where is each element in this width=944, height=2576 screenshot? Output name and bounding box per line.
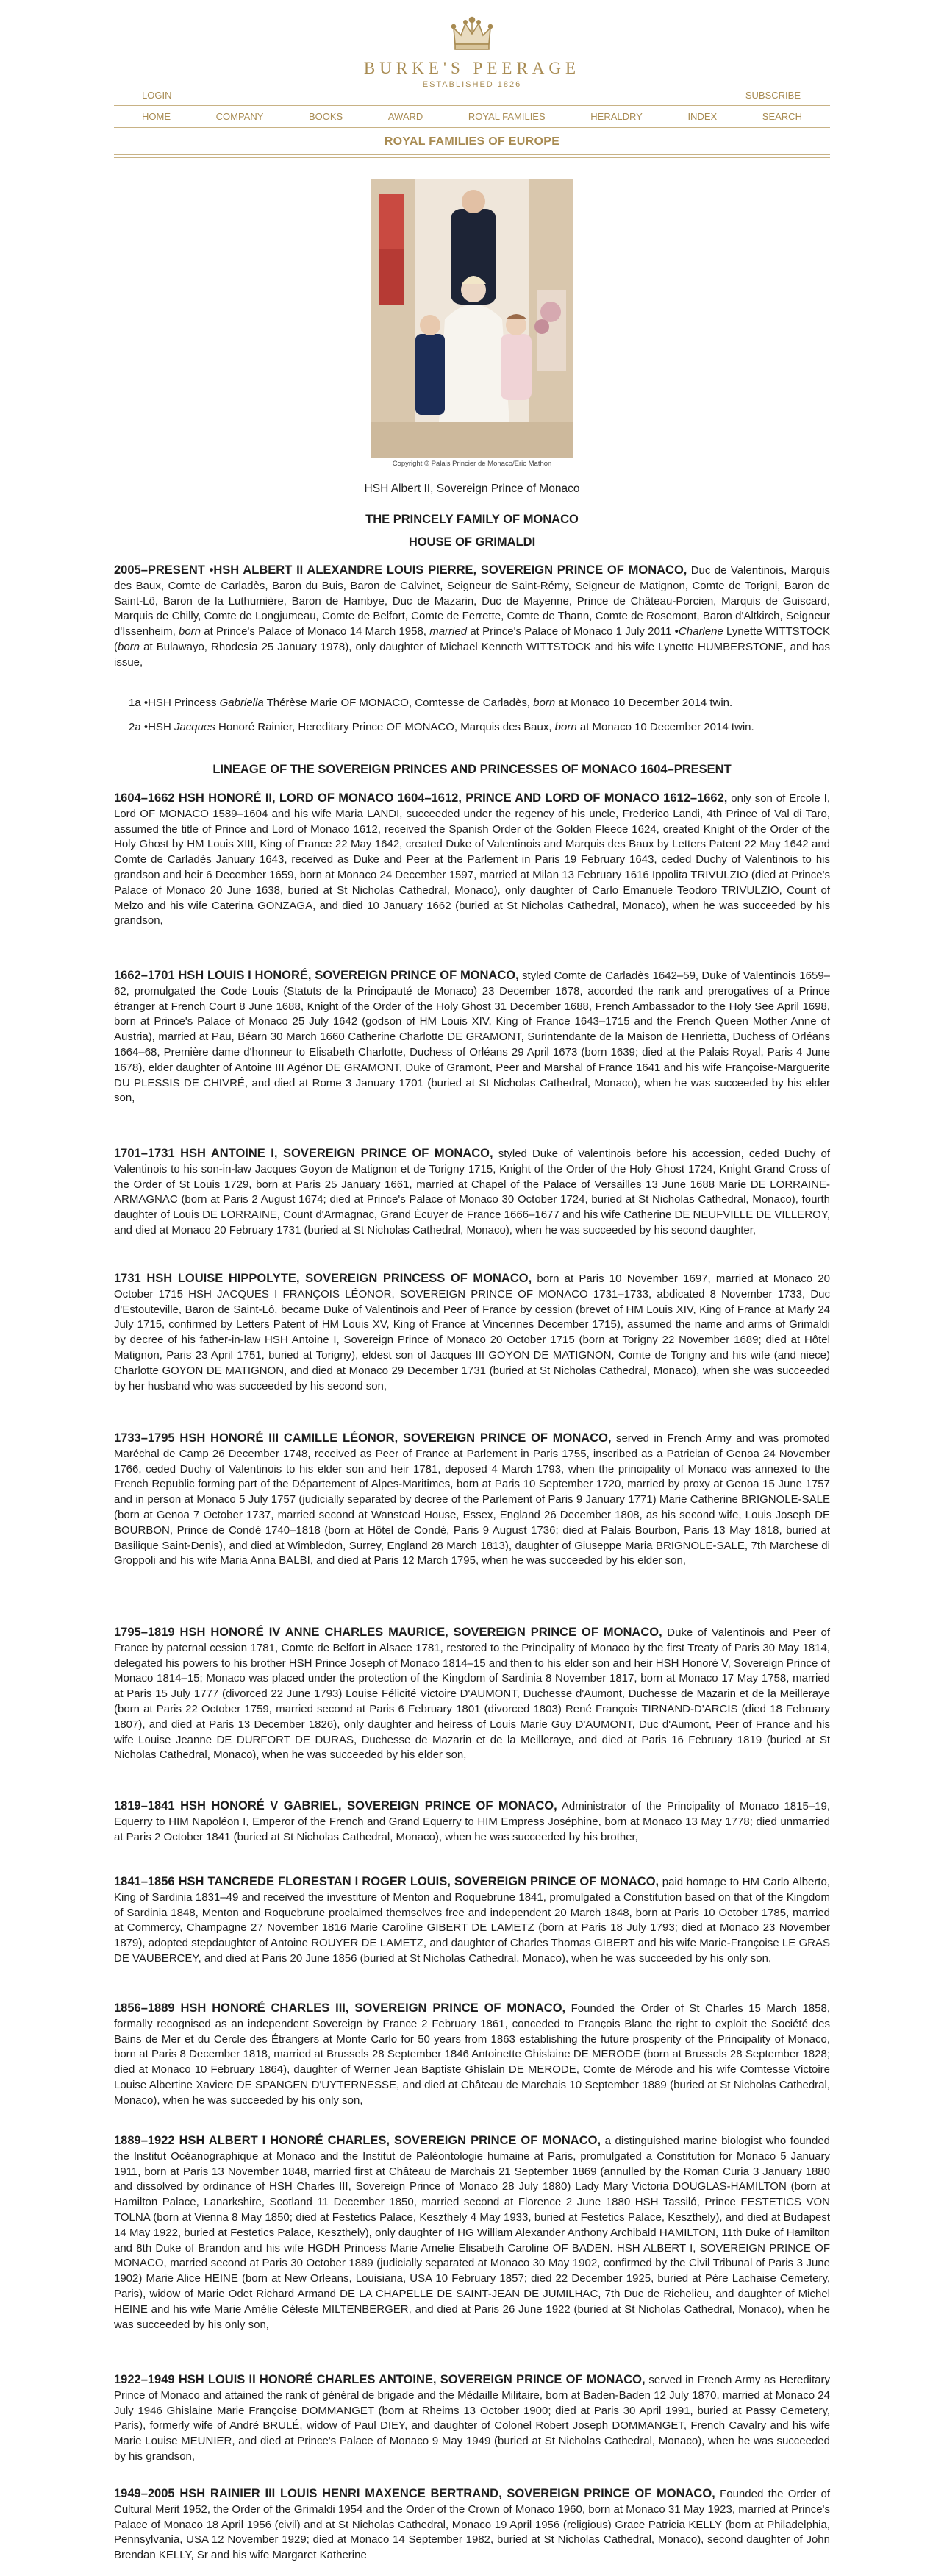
issue-text: Jacques — [174, 721, 215, 733]
entry-heading: 1819–1841 HSH HONORÉ V GABRIEL, SOVEREIGN PRINCE OF MONACO, — [114, 1799, 557, 1812]
entry-text: served in French Army and was promoted Maréchal de Camp 26 December 1748, received as Peer of France at Parlement in Paris 1755, inscribed as a Patrician of Genoa 24 November 1766, ceded Duchy of Valentinois to his elder son and heir 1781, deposed 4 March 1793, when the principality of Monaco was annexed to the French Republic forming part of the Département of Alpes-Maritimes, born at Paris 10 September 1720, married by proxy at Genoa 15 June 1757 and in person at Monaco 5 July 1757 (judicially separated by decree of the Parlement of Paris 9 January 1771) Marie Catherine BRIGNOLE-SALE (born at Genoa 7 October 1737, married second at Wanstead House, Essex, England 26 December 1808, as his second wife, Louis Joseph DE BOURBON, Prince de Condé 1740–1818 (born at Hôtel de Condé, Paris 9 August 1736; died at Palais Bourbon, Paris 13 May 1818, buried at Basilique Saint-Denis), and died at Wimbledon, Surrey, England 28 March 1813), daughter of Giuseppe Maria BRIGNOLE-SALE, 7th Marchese di Groppoli and his wife Maria Anna BALBI, and died at Paris 12 March 1795, when he was succeeded by his elder son, — [114, 1432, 830, 1568]
lineage-entry — [114, 2372, 830, 2465]
issue-item — [129, 696, 830, 711]
current-sovereign-entry — [114, 563, 830, 671]
nav-top-divider — [114, 105, 830, 106]
section-divider-1 — [114, 154, 830, 155]
entry-heading: 1701–1731 HSH ANTOINE I, SOVEREIGN PRINCE OF MONACO, — [114, 1147, 493, 1160]
lineage-entry — [114, 1146, 830, 1239]
nav-royal-families[interactable]: ROYAL FAMILIES — [468, 111, 546, 122]
issue-text: Gabriella — [219, 697, 264, 709]
lineage-entry — [114, 2001, 830, 2109]
entry-text: paid homage to HM Carlo Alberto, King of Sardinia 1831–49 and received the investiture of Menton and Roquebrune 1841, promulgated a Constitution based on that of the Kingdom of Sardinia 1848, Menton and Roquebrune proclaimed themselves free and independent 20 March 1848, born at Paris 10 October 1785, married at Commercy, Champagne 27 November 1816 Marie Caroline GIBERT DE LAMETZ (born at Paris 18 July 1793; died at Monaco 23 November 1879), adopted stepdaughter of Antoine ROUYER DE LAMETZ, and daughter of Charles Thomas GIBERT and his wife Marie-Françoise LE GRAS DE VAUBERCEY, and died at Paris 20 June 1856 (buried at St Nicholas Cathedral, Monaco), when he was succeeded by his only son, — [114, 1876, 831, 1965]
house-heading: HOUSE OF GRIMALDI — [408, 536, 536, 549]
entry-heading: 1731 HSH LOUISE HIPPOLYTE, SOVEREIGN PRINCESS OF MONACO, — [114, 1272, 532, 1285]
issue-text: Honoré Rainier, Hereditary Prince OF MONACO, Marquis des Baux, — [215, 721, 555, 733]
entry-heading: 1604–1662 HSH HONORÉ II, LORD OF MONACO 1604–1612, PRINCE AND LORD OF MONACO 1612–1662, — [114, 791, 728, 805]
entry-text: styled Duke of Valentinois before his accession, ceded Duchy of Valentinois to his son-in-law Jacques Goyon de Matignon et de Torigny 1715, Knight of the Order of the Holy Ghost 1724, Knight Grand Cross of the Order of St Louis 1729, born at Paris 25 January 1661, married at Chapel of the Palace of Versailles 13 June 1688 Marie DE LORRAINE-ARMAGNAC (born at Paris 2 August 1674; died at Prince's Palace of Monaco 30 October 1724, buried at St Nicholas Cathedral, Monaco), fourth daughter of Louis DE LORRAINE, Count d'Armagnac, Grand Écuyer de France 1666–1677 and his wife Catherine DE NEUFVILLE DE VILLEROY, and died at Monaco 20 February 1731 (buried at St Nicholas Cathedral, Monaco), when he was succeeded by his second daughter, — [114, 1148, 830, 1237]
entry-heading: 1841–1856 HSH TANCREDE FLORESTAN I ROGER LOUIS, SOVEREIGN PRINCE OF MONACO, — [114, 1875, 659, 1888]
entry-heading: 1733–1795 HSH HONORÉ III CAMILLE LÉONOR, SOVEREIGN PRINCE OF MONACO, — [114, 1431, 612, 1445]
established-tagline: ESTABLISHED 1826 — [422, 80, 522, 89]
issue-text: at Monaco 10 December 2014 twin. — [555, 697, 733, 709]
section-divider-2 — [114, 157, 830, 158]
entry-text: at Prince's Palace of Monaco 1 July 2011 • — [467, 625, 679, 638]
entry-heading: 1949–2005 HSH RAINIER III LOUIS HENRI MAXENCE BERTRAND, SOVEREIGN PRINCE OF MONACO, — [114, 2487, 715, 2500]
utility-bar — [114, 88, 830, 103]
issue-text: 1a •HSH Princess — [129, 697, 220, 709]
entry-text: only son of Ercole I, Lord OF MONACO 1589–1604 and his wife Maria LANDI, succeeded under the regency of his uncle, Frederico Landi, 4th Prince of Val di Taro, assumed the title of Prince and Lord of Monaco 1612, received the Spanish Order of the Golden Fleece 1624, created Knight of the Order of the Holy Ghost by HM Louis XIII, King of France 22 May 1642, created Duke of Valentinois and Marquis des Baux by Letters Patent 22 May 1642 and Comte de Carladès January 1643, received as Duke and Peer at the Parlement in Paris 19 February 1643, ceded Duchy of Valentinois to his grandson and heir 6 December 1659, born at Monaco 24 December 1597, married at Milan 13 February 1616 Ippolita TRIVULZIO (died at Prince's Palace of Monaco 20 June 1638, buried at St Nicholas Cathedral, Monaco), only daughter of Carlo Emanuele Teodoro TRIVULZIO, Count of Melzo and his wife Caterina GONZAGA, and died 10 January 1662 (buried at St Nicholas Cathedral, Monaco), when he was succeeded by his grandson, — [114, 792, 830, 928]
photo-credit: Copyright © Palais Princier de Monaco/Eric Mathon — [392, 460, 552, 468]
login-link[interactable]: LOGIN — [142, 90, 172, 101]
lineage-entry — [114, 2486, 830, 2563]
nav-heraldry[interactable]: HERALDRY — [590, 111, 643, 122]
entry-text: Founded the Order of St Charles 15 March 1858, formally recognised as an independent Sovereign by France 2 February 1861, conceded to François Blanc the right to exploit the Société des Bains de Mer et du Cercle des Étrangers at Monte Carlo for 50 years from 1863 establishing the future prosperity of the Principality of Monaco, born at Paris 8 December 1818, married at Brussels 28 September 1846 Antoinette Ghislaine DE MERODE (born at Brussels 28 September 1828; died at Monaco 10 February 1864), daughter of Werner Jean Baptiste Ghislain DE MERODE, Comte de Mérode and his wife Comtesse Victoire Louise Albertine Xaviere DE SPANGEN D'UYTERNESSE, and died at Château de Marchais 10 September 1889 (buried at St Nicholas Cathedral, Monaco), when he was succeeded by his only son, — [114, 2002, 831, 2107]
entry-heading: 1795–1819 HSH HONORÉ IV ANNE CHARLES MAURICE, SOVEREIGN PRINCE OF MONACO, — [114, 1626, 662, 1639]
entry-text: at Bulawayo, Rhodesia 25 January 1978), only daughter of Michael Kenneth WITTSTOCK and his wife Lynette HUMBERSTONE, and has issue, — [114, 640, 830, 669]
nav-award[interactable]: AWARD — [387, 111, 423, 122]
issue-text: Thérèse Marie OF MONACO, Comtesse de Carladès, — [263, 697, 534, 709]
main-nav — [114, 108, 830, 126]
entry-text: Founded the Order of Cultural Merit 1952, the Order of the Grimaldi 1954 and the Order of the Crown of Monaco 1960, born at Monaco 31 May 1923, married at Prince's Palace of Monaco 18 April 1956 (civil) and at St Nicholas Cathedral, Monaco 19 April 1956 (religious) Grace Patricia KELLY (born at Philadelphia, Pennsylvania, USA 12 November 1929; died at Monaco 14 September 1982, buried at St Nicholas Cathedral, Monaco), second daughter of John Brendan KELLY, Sr and his wife Margaret Katherine — [114, 2488, 830, 2562]
lineage-entry — [114, 1271, 830, 1394]
lineage-entry — [114, 1798, 830, 1845]
entry-text: born — [118, 640, 140, 653]
entry-text: Duc de Valentinois, Marquis des Baux, Comte de Carladès, Baron du Buis, Baron de Calvinet, Seigneur de Saint-Rémy, Seigneur de Matignon, Comte de Torigni, Baron de Saint-Lô, Baron de la Luthumière, Baron de Hambye, Duc de Mazarin, Duc de Mayenne, Prince de Château-Porcien, Marquis de Guiscard, Marquis de Chilly, Comte de Longjumeau, Comte de Belfort, Comte de Ferrette, Comte de Thann, Comte de Rosemont, Baron d'Altkirch, Seigneur d'Issenheim, — [114, 564, 830, 638]
nav-index[interactable]: INDEX — [687, 111, 718, 122]
nav-books[interactable]: BOOKS — [308, 111, 343, 122]
entry-text: styled Comte de Carladès 1642–59, Duke of Valentinois 1659–62, promulgated the Code Louis (Statuts de la Principauté de Monaco) 23 December 1678, accorded the rank and prerogatives of a Prince étranger at French Court 8 June 1688, Knight of the Order of the Holy Ghost 31 December 1688, French Ambassador to the Holy See April 1698, born at Prince's Palace of Monaco 25 July 1642 (godson of HM Louis XIV, King of France 1643–1715 and the French Queen Mother Anne of Austria), married at Pau, Béarn 30 March 1660 Catherine Charlotte DE GRAMONT, Surintendante de la Maison de Henrietta, Duchess of Orléans 1664–68, Première dame d'honneur to Elisabeth Charlotte, Duchess of Orléans 29 April 1673 (born 1639; died at the Palais Royal, Paris 4 June 1678), elder daughter of Antoine III Agénor DE GRAMONT, Duke of Gramont, Peer and Marshal of France 1641 and his wife Françoise-Marguerite DU PLESSIS DE CHIVRÉ, and died at Rome 3 January 1701 (buried at St Nicholas Cathedral, Monaco), when he was succeeded by his elder son, — [114, 969, 830, 1105]
entry-text: Lynette WITTSTOCK ( — [114, 625, 830, 653]
entry-text: Administrator of the Principality of Monaco 1815–19, Equerry to HIM Napoléon I, Emperor of the French and Grand Equerry to HIM Empress Joséphine, born at Monaco 13 May 1778; died unmarried at Paris 2 October 1841 (buried at St Nicholas Cathedral, Monaco), when he was succeeded by his brother, — [114, 1800, 830, 1843]
entry-heading: 1856–1889 HSH HONORÉ CHARLES III, SOVEREIGN PRINCE OF MONACO, — [114, 2002, 566, 2015]
family-heading: THE PRINCELY FAMILY OF MONACO — [365, 513, 579, 526]
lineage-entry — [114, 1431, 830, 1569]
nav-bottom-divider — [114, 127, 830, 128]
entry-text: married — [429, 625, 468, 638]
nav-home[interactable]: HOME — [142, 111, 171, 122]
issue-item — [129, 720, 830, 736]
lineage-entry — [114, 968, 830, 1106]
entry-text: Duke of Valentinois and Peer of France by paternal cession 1781, Comte de Belfort in Alsace 1781, restored to the Principality of Monaco by the first Treaty of Paris 30 May 1814, delegated his powers to his brother HSH Prince Joseph of Monaco 1814–15 and then to his elder son and heir HSH Honoré V, Sovereign Prince of Monaco 1814–15; Monaco was placed under the protection of the Kingdom of Sardinia 8 November 1817, born at Monaco 17 May 1758, married at Paris 15 July 1777 (divorced 22 June 1793) Louise Félicité Victoire D'AUMONT, Duchesse d'Aumont, Duchesse de Mazarin et de la Meilleraye (born at Paris 22 October 1759, married second at Paris 6 February 1801 (divorced 1803) René François TIRNAND-D'ARCIS (died 18 February 1807), and died at Paris 13 December 1826), only daughter and heiress of Louis Marie Guy D'AUMONT, Duc d'Aumont, Peer of France and his wife Louise Jeanne DE DURFORT DE DURAS, Duchesse de Mazarin et de la Meilleraye, and died at Paris 16 February 1819 (buried at St Nicholas Cathedral, Monaco), when he was succeeded by his elder son, — [114, 1626, 830, 1762]
entry-text: served in French Army as Hereditary Prince of Monaco and attained the rank of général de brigade and the Médaille Militaire, born at Baden-Baden 12 July 1870, married at Monaco 24 July 1946 Ghislaine Marie Françoise DOMMANGET (born at Rheims 13 October 1900; died at Paris 30 April 1991, buried at Passy Cemetery, Paris), formerly wife of André BRULÉ, widow of Paul DIEY, and daughter of Colonel Robert Joseph DOMMANGET, French Cavalry and his wife Marie Louise MEUNIER, and died at Prince's Palace of Monaco 9 May 1949 (buried at St Nicholas Cathedral, Monaco), when he was succeeded by his grandson, — [114, 2374, 830, 2463]
royal-family-photo — [371, 179, 573, 458]
entry-text: at Prince's Palace of Monaco 14 March 1958, — [201, 625, 430, 638]
entry-text: born — [178, 625, 201, 638]
lineage-entry — [114, 1625, 830, 1763]
entry-heading: 1922–1949 HSH LOUIS II HONORÉ CHARLES ANTOINE, SOVEREIGN PRINCE OF MONACO, — [114, 2373, 646, 2386]
entry-heading: 2005–PRESENT •HSH ALBERT II ALEXANDRE LOUIS PIERRE, SOVEREIGN PRINCE OF MONACO, — [114, 563, 687, 577]
entry-text: a distinguished marine biologist who founded the Institut Océanographique at Monaco and the Institut de Paléontologie humaine at Paris, promulgated a Constitution for Monaco 5 January 1911, born at Paris 13 November 1848, married first at Château de Marchais 21 September 1869 (annulled by the Roman Curia 3 January 1880 and dissolved by ordinance of HSH Charles III, Sovereign Prince of Monaco 28 July 1880) Lady Mary Victoria DOUGLAS-HAMILTON (born at Hamilton Palace, Lanarkshire, Scotland 11 December 1850, married second at Florence 2 June 1880 HSH Tassiló, Prince FESTETICS VON TOLNA (born at Vienna 8 May 1850; died at Festetics Palace, Keszthely 4 May 1933, buried at Festetics Palace, Keszthely), and died at Budapest 14 May 1922, buried at Festetics Palace, Keszthely), only daughter of HG William Alexander Anthony Archibald HAMILTON, 11th Duke of Hamilton and 8th Duke of Brandon and his wife HGDH Princess Marie Amelie Elisabeth Caroline OF BADEN. HSH ALBERT I, SOVEREIGN PRINCE OF MONACO, married second at Paris 30 October 1889 (judicially separated at Monaco 30 May 1902, confirmed by the Civil Tribunal of Paris 3 June 1902) Marie Alice HEINE (born at New Orleans, Louisiana, USA 10 February 1857; died 22 December 1925, buried at Père Lachaise Cemetery, Paris), widow of Marie Odet Richard Armand DE LA CHAPELLE DE SAINT-JEAN DE JUMILHAC, 7th Duc de Richelieu, and daughter of Michel HEINE and his wife Marie Amélie Céleste MILTENBERGER, and died at Paris 26 June 1922 (buried at St Nicholas Cathedral, Monaco), when he was succeeded by his only son, — [114, 2135, 831, 2331]
masthead — [0, 15, 944, 89]
entry-text: born at Paris 10 November 1697, married at Monaco 20 October 1715 HSH JACQUES I FRANÇOIS LÉONOR, SOVEREIGN PRINCE OF MONACO 1731–1733, abdicated 8 November 1733, Duc d'Estouteville, Baron de Saint-Lô, became Duke of Valentinois and Peer of France by cession (brevet of HM Louis XIV, King of France at Marly 24 July 1715, confirmed by Letters Patent of HM Louis XV, King of France at Vincennes December 1715), assumed the name and arms of Grimaldi by decree of his father-in-law HSH Antoine I, Sovereign Prince of Monaco 20 October 1715 (born at Torigny 22 November 1689; died at Hôtel Matignon, Paris 23 April 1751, buried at Torigny), eldest son of Jacques III GOYON DE MATIGNON, Comte de Torigny and his wife (and niece) Charlotte GOYON DE MATIGNON, and died at Monaco 29 December 1731 (buried at St Nicholas Cathedral, Monaco), when she was succeeded by her husband who was succeeded by his second son, — [114, 1273, 830, 1392]
nav-search[interactable]: SEARCH — [762, 111, 802, 122]
issue-text: born — [554, 721, 577, 733]
lineage-entry — [114, 2133, 830, 2333]
photo-caption: HSH Albert II, Sovereign Prince of Monaco — [364, 483, 580, 495]
entry-heading: 1662–1701 HSH LOUIS I HONORÉ, SOVEREIGN PRINCE OF MONACO, — [114, 969, 519, 982]
entry-heading: 1889–1922 HSH ALBERT I HONORÉ CHARLES, SOVEREIGN PRINCE OF MONACO, — [114, 2134, 601, 2147]
section-title: ROYAL FAMILIES OF EUROPE — [384, 135, 560, 148]
issue-text: born — [533, 697, 556, 709]
crown-logo-icon[interactable] — [449, 15, 495, 53]
nav-company[interactable]: COMPANY — [215, 111, 264, 122]
brand-name[interactable]: BURKE'S PEERAGE — [363, 59, 581, 77]
family-portrait-image — [371, 179, 573, 458]
issue-text: 2a •HSH — [129, 721, 174, 733]
issue-text: at Monaco 10 December 2014 twin. — [576, 721, 754, 733]
lineage-entry — [114, 1874, 830, 1967]
entry-text: Charlene — [678, 625, 723, 638]
subscribe-link[interactable]: SUBSCRIBE — [745, 90, 801, 101]
lineage-entry — [114, 791, 830, 929]
lineage-heading: LINEAGE OF THE SOVEREIGN PRINCES AND PRINCESSES OF MONACO 1604–PRESENT — [212, 763, 732, 776]
